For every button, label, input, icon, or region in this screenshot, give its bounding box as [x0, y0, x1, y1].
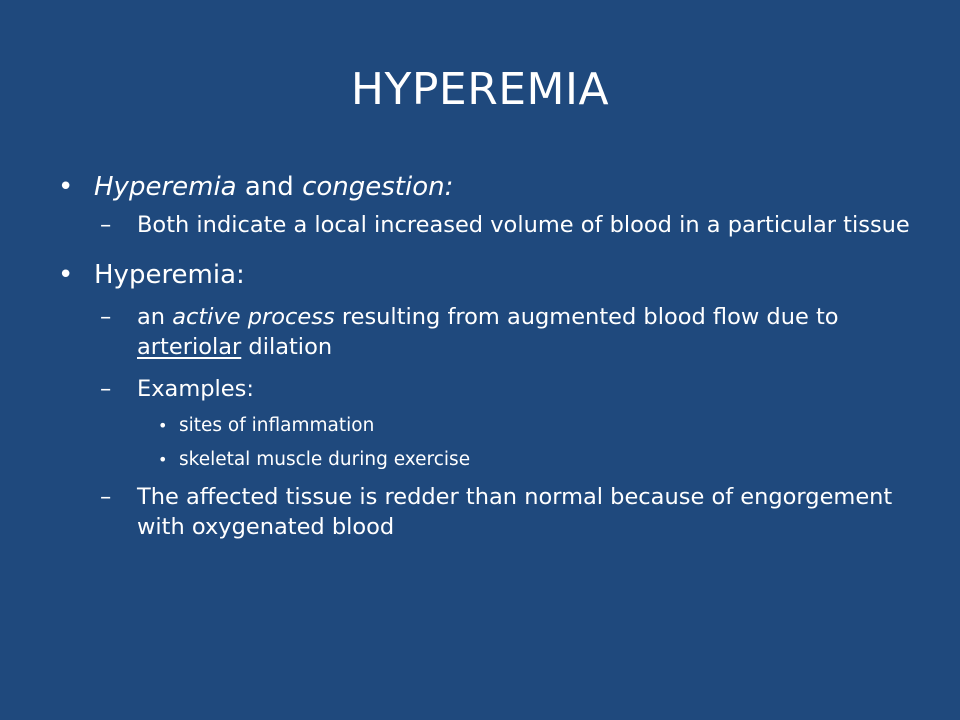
term-arteriolar: arteriolar	[137, 334, 242, 360]
sub-bullet-text: The affected tissue is redder than normal because of engorgement with oxygenated blood	[137, 484, 893, 540]
sub-bullet-examples	[58, 374, 918, 404]
bullet-hyperemia-and-congestion	[58, 168, 918, 206]
term-active-process: active process	[172, 304, 335, 330]
term-congestion: congestion:	[302, 172, 454, 202]
bullet-icon: •	[158, 450, 168, 469]
bullet-icon: •	[158, 416, 168, 435]
dash-icon: –	[100, 484, 112, 510]
bullet-text: Hyperemia:	[94, 260, 245, 290]
bullet-icon: •	[58, 172, 74, 202]
sub-bullet-active-process	[58, 302, 918, 362]
dash-icon: –	[100, 212, 112, 238]
connector-text: and	[236, 172, 303, 202]
slide-title: HYPEREMIA	[350, 64, 610, 115]
bullet-hyperemia	[58, 256, 918, 294]
slide-content	[58, 168, 918, 542]
dash-icon: –	[100, 304, 112, 330]
sub-bullet-affected-tissue	[58, 482, 918, 542]
sub-bullet-text: Examples:	[137, 376, 254, 402]
example-text: sites of inflammation	[179, 415, 375, 436]
example-item	[58, 448, 918, 472]
sub-bullet-both-indicate	[58, 210, 918, 240]
bullet-icon: •	[58, 260, 74, 290]
text-pre: an	[137, 304, 173, 330]
text-mid: resulting from augmented blood flow due to	[334, 304, 846, 330]
term-hyperemia: Hyperemia	[94, 172, 237, 202]
dash-icon: –	[100, 376, 112, 402]
text-post: dilation	[241, 334, 333, 360]
example-item	[58, 414, 918, 438]
sub-bullet-text: Both indicate a local increased volume of blood in a particular tissue	[137, 212, 910, 238]
example-text: skeletal muscle during exercise	[179, 449, 471, 470]
